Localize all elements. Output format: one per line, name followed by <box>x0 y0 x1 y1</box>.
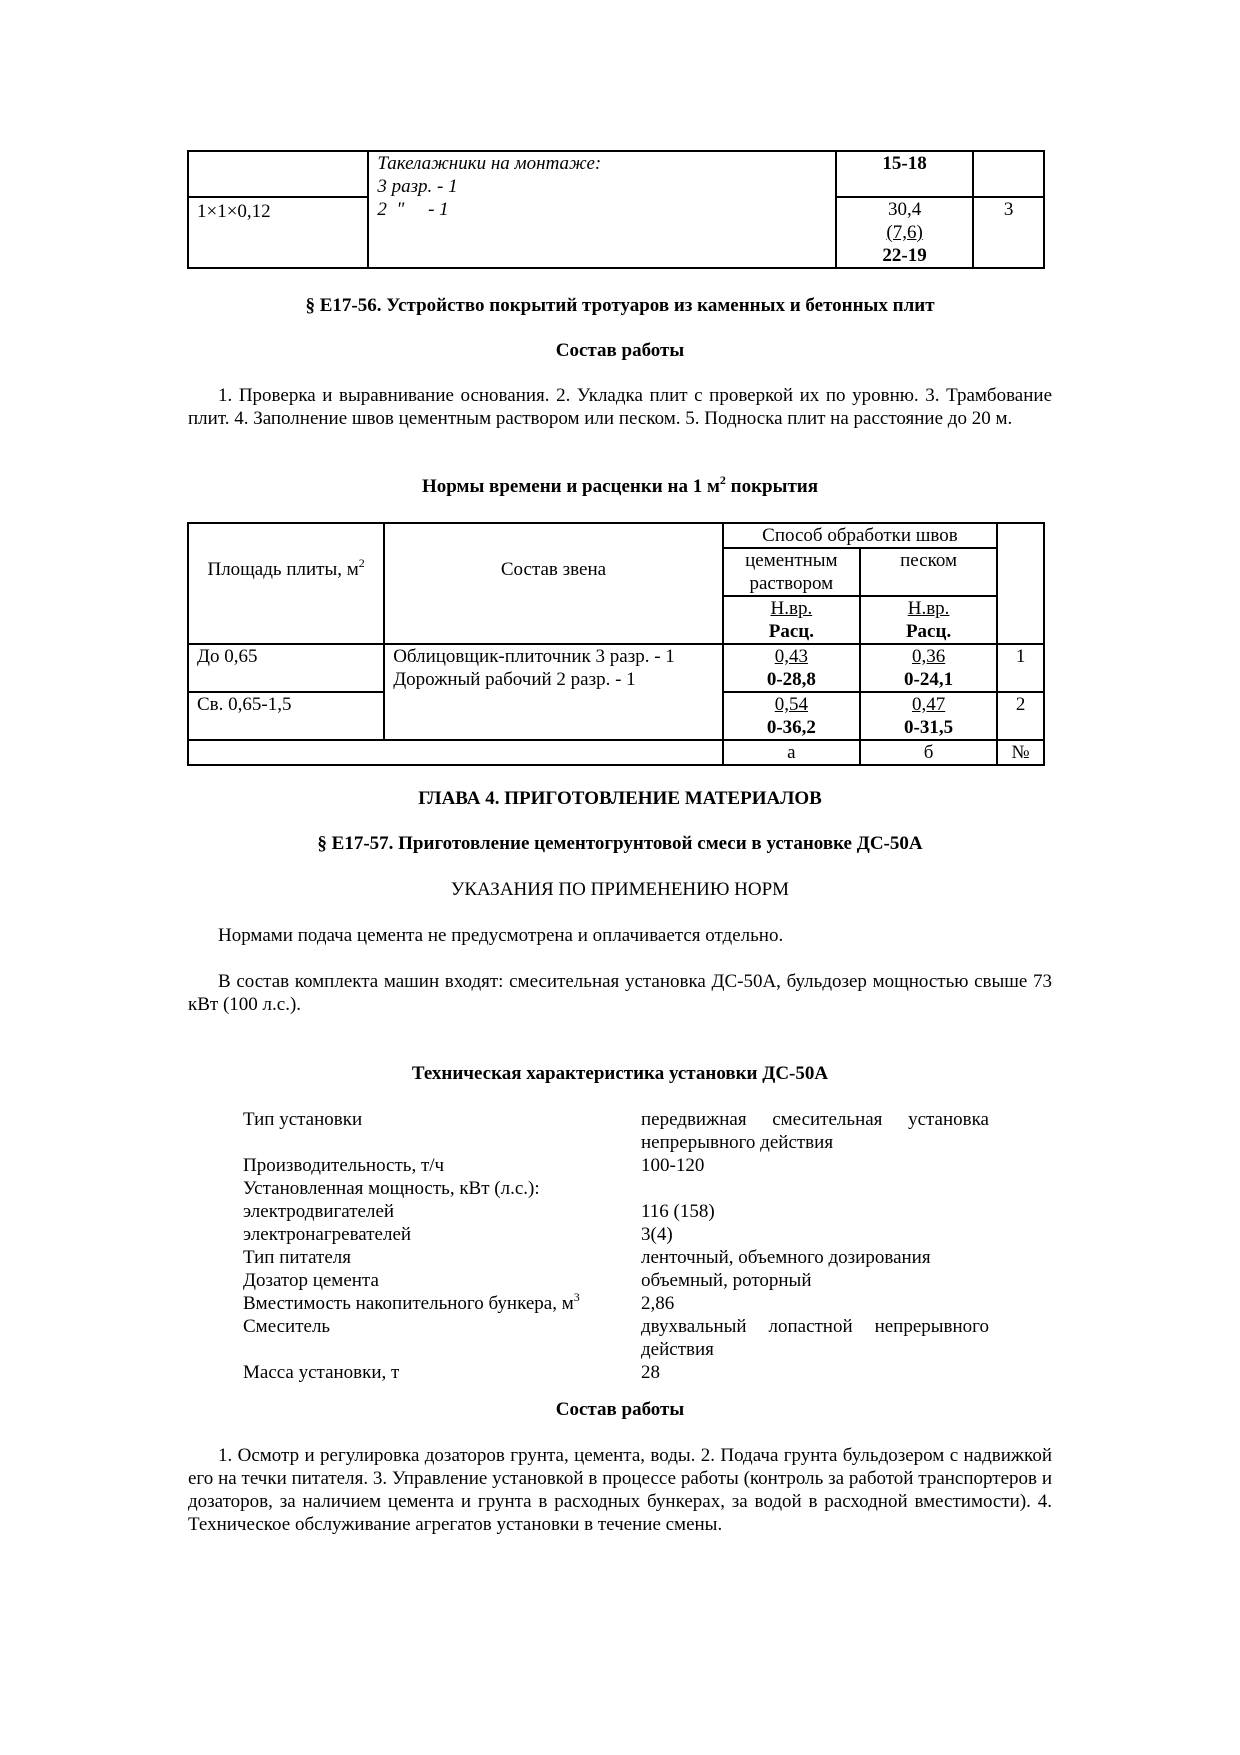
nvr-label: Н.вр. <box>770 598 813 619</box>
spec-value: 28 <box>641 1362 660 1383</box>
spec-value: 3(4) <box>641 1224 673 1245</box>
section-title-e17-57: § Е17-57. Приготовление цементогрунтовой смеси в установке ДС-50А <box>317 833 923 854</box>
instruction-1: Нормами подача цемента не предусмотрена и оплачивается отдельно. <box>218 925 784 946</box>
sand-nvr: 0,36 <box>911 646 946 667</box>
spec-row <box>243 1154 993 1177</box>
spec-row <box>243 1246 993 1269</box>
spec-key <box>243 1292 641 1315</box>
top-table-crew-cell <box>368 151 836 268</box>
spec-key-sup: 3 <box>573 1290 580 1304</box>
value-top: 30,4 <box>887 199 922 220</box>
norms-heading-sup: 2 <box>719 473 726 487</box>
spec-value: 2,86 <box>641 1293 675 1314</box>
sand-rasc: 0-24,1 <box>904 669 954 690</box>
crew-line: 2 " - 1 <box>377 199 449 220</box>
crew-line: Такелажники на монтаже: <box>377 153 602 174</box>
table-row <box>188 644 1044 692</box>
top-norms-table <box>187 150 1045 269</box>
spec-row <box>243 1200 993 1223</box>
spec-key: Дозатор цемента <box>243 1270 379 1291</box>
spec-key: Масса установки, т <box>243 1362 400 1383</box>
crew-line: Облицовщик-плиточник 3 разр. - 1 <box>393 646 675 667</box>
footer-empty <box>188 740 723 765</box>
spec-key: Производительность, т/ч <box>243 1155 445 1176</box>
chapter-title: ГЛАВА 4. ПРИГОТОВЛЕНИЕ МАТЕРИАЛОВ <box>418 788 822 809</box>
col-header-num-empty <box>997 523 1044 644</box>
row-sand <box>860 644 997 692</box>
top-table-values-cell <box>836 197 973 268</box>
row-cement <box>723 692 860 740</box>
col-header-method: Способ обработки швов <box>723 523 997 548</box>
norms-heading <box>188 475 1052 498</box>
footer-a: а <box>723 740 860 765</box>
spec-value: объемный, роторный <box>641 1270 812 1291</box>
row-num: 1 <box>997 644 1044 692</box>
value-mid: (7,6) <box>886 222 923 243</box>
work-text-1: 1. Проверка и выравнивание основания. 2. Укладка плит с проверкой их по уровню. 3. Трамбование плит. 4. Заполнение швов цементным раствором или песком. 5. Подноска плит на расстояние до 20 м. <box>188 385 1052 429</box>
col-header-crew: Состав звена <box>384 523 723 644</box>
instructions-heading: УКАЗАНИЯ ПО ПРИМЕНЕНИЮ НОРМ <box>450 879 790 900</box>
row-sand <box>860 692 997 740</box>
spec-key: электродвигателей <box>243 1201 395 1222</box>
cement-nvr: 0,54 <box>774 694 808 715</box>
spec-heading: Техническая характеристика установки ДС-50А <box>411 1063 829 1084</box>
work-heading-1: Состав работы <box>555 340 685 361</box>
col-header-area <box>188 523 384 644</box>
nvr-label: Н.вр. <box>907 598 950 619</box>
cement-rasc: 0-36,2 <box>766 717 816 738</box>
spec-key: Установленная мощность, кВт (л.с.): <box>243 1178 540 1199</box>
norms-table <box>187 522 1045 766</box>
spec-key: электронагревателей <box>243 1224 412 1245</box>
cement-nvr: 0,43 <box>774 646 808 667</box>
col-header-cement: цементным раствором <box>723 548 860 596</box>
spec-row <box>243 1361 993 1384</box>
row-area: До 0,65 <box>188 644 384 692</box>
top-table-value: 15-18 <box>836 151 973 197</box>
row-cement <box>723 644 860 692</box>
spec-value: 100-120 <box>641 1155 705 1176</box>
spec-key: Смеситель <box>243 1316 331 1337</box>
spec-row <box>243 1177 993 1200</box>
section-title-e17-56: § Е17-56. Устройство покрытий тротуаров из каменных и бетонных плит <box>305 295 935 316</box>
spec-key: Тип установки <box>243 1109 363 1130</box>
subheader-cement <box>723 596 860 644</box>
spec-value: ленточный, объемного дозирования <box>641 1247 931 1268</box>
work-text-2: 1. Осмотр и регулировка дозаторов грунта, цемента, воды. 2. Подача грунта бульдозером с надвижкой его на течки питателя. 3. Управление установкой в процессе работы (контроль за работой транспортеров и дозаторов, за наличием цемента и грунта в расходных бункерах, за водой в расходной вместимости). 4. Техническое обслуживание агрегатов установки в течение смены. <box>188 1445 1052 1535</box>
norms-heading-text: Нормы времени и расценки на 1 м <box>421 476 720 497</box>
spec-list <box>243 1108 993 1384</box>
spec-value: двухвальный лопастной непрерывного действия <box>641 1316 989 1360</box>
row-num: 2 <box>997 692 1044 740</box>
spec-value: 116 (158) <box>641 1201 715 1222</box>
spec-row <box>243 1223 993 1246</box>
spec-value: передвижная смесительная установка непрерывного действия <box>641 1109 989 1153</box>
top-table-num-empty <box>973 151 1044 197</box>
row-area: Св. 0,65-1,5 <box>188 692 384 740</box>
row-crew <box>384 644 723 740</box>
footer-b: б <box>860 740 997 765</box>
norms-heading-tail: покрытия <box>725 476 819 497</box>
sand-nvr: 0,47 <box>911 694 946 715</box>
rasc-label: Расц. <box>768 621 814 642</box>
spec-row <box>243 1292 993 1315</box>
rasc-label: Расц. <box>905 621 952 642</box>
crew-line: 3 разр. - 1 <box>377 176 458 197</box>
work-heading-2: Состав работы <box>555 1399 685 1420</box>
top-table-num: 3 <box>973 197 1044 268</box>
top-table-empty-cell <box>188 151 368 197</box>
spec-key: Тип питателя <box>243 1247 351 1268</box>
cement-rasc: 0-28,8 <box>766 669 816 690</box>
spec-row <box>243 1269 993 1292</box>
col-area-text: Площадь плиты, м <box>207 559 359 580</box>
col-area-sup: 2 <box>358 556 365 570</box>
spec-row <box>243 1108 993 1154</box>
instruction-2: В состав комплекта машин входят: смесительная установка ДС-50А, бульдозер мощностью свыше 73 кВт (100 л.с.). <box>188 971 1052 1015</box>
sand-rasc: 0-31,5 <box>904 717 954 738</box>
subheader-sand <box>860 596 997 644</box>
footer-num: № <box>997 740 1044 765</box>
spec-key-text: Вместимость накопительного бункера, м <box>243 1293 574 1314</box>
col-header-sand: песком <box>860 548 997 596</box>
top-table-size: 1×1×0,12 <box>188 197 368 268</box>
spec-row <box>243 1315 993 1361</box>
value-bottom: 22-19 <box>882 245 927 266</box>
crew-line: Дорожный рабочий 2 разр. - 1 <box>393 669 636 690</box>
